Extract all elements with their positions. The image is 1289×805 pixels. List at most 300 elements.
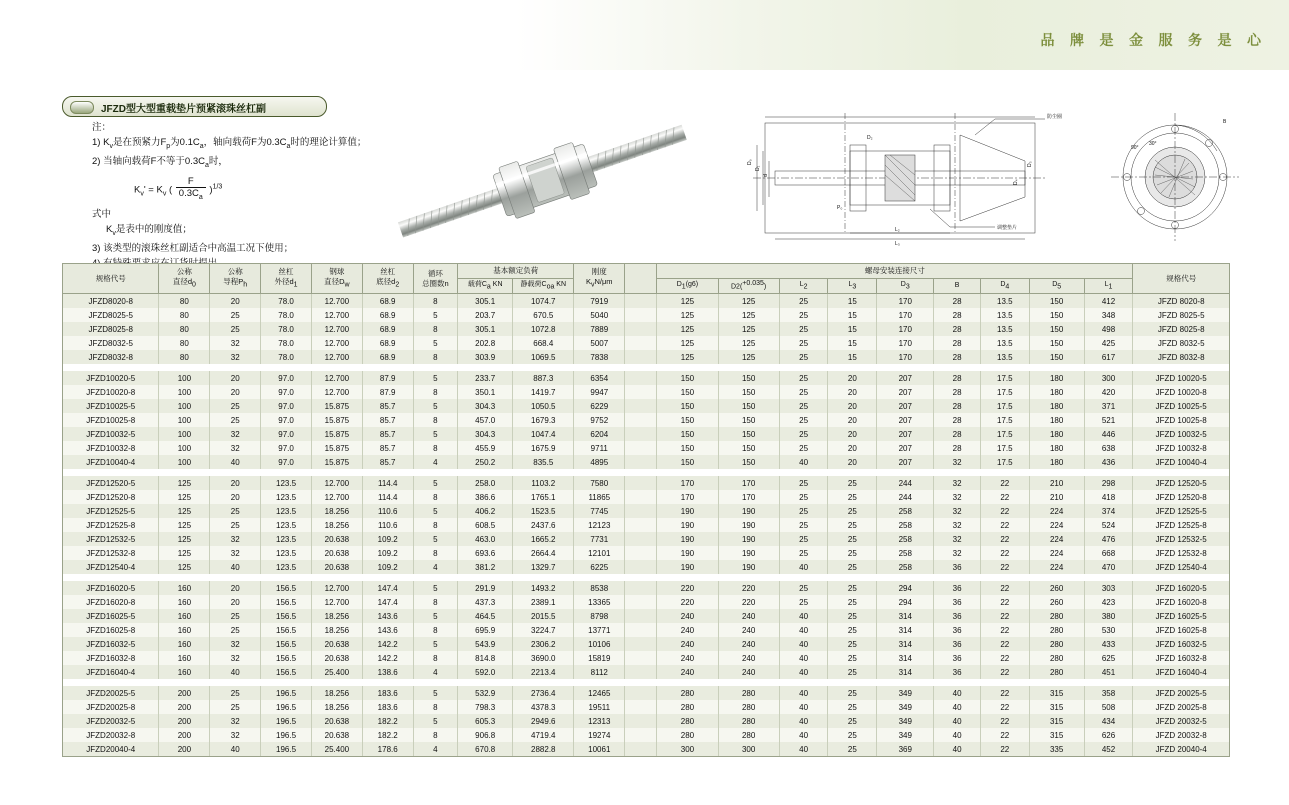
cell-D3: 170 [877,322,934,336]
cell-ball-dia: 12.700 [311,308,362,322]
cell-D3: 369 [877,742,934,757]
cell-D5: 315 [1029,714,1084,728]
table-row-gap [63,574,1230,581]
cell-screw-od: 97.0 [261,371,312,385]
table-row[interactable] [63,336,1230,350]
cell-spacer [625,336,657,350]
cell-D2: 150 [718,427,779,441]
label-b: B [1223,119,1227,125]
cell-D4: 22 [980,504,1029,518]
cell-spacer [625,623,657,637]
cell-nominal-dia: 200 [159,714,210,728]
cell-spec-code-right: JFZD 20040-4 [1133,742,1230,757]
cell-L2: 40 [779,665,828,679]
cell-D3: 207 [877,413,934,427]
cell-dyn-load: 543.9 [458,637,513,651]
th-spec-code: 规格代号 [63,264,159,294]
cell-D2: 280 [718,714,779,728]
table-row[interactable] [63,546,1230,560]
cell-circuits: 5 [413,427,458,441]
cell-D4: 17.5 [980,441,1029,455]
label-l2: L₂ [895,227,900,233]
cell-screw-od: 196.5 [261,728,312,742]
label-angle-30: 30° [1149,141,1157,147]
cell-lead: 32 [210,427,261,441]
cell-spec-code: JFZD16040-4 [63,665,159,679]
cell-L3: 20 [828,427,877,441]
cell-L3: 25 [828,595,877,609]
table-row[interactable] [63,441,1230,455]
cell-lead: 25 [210,322,261,336]
cell-L1: 451 [1084,665,1133,679]
cell-spec-code: JFZD10040-4 [63,455,159,469]
table-row[interactable] [63,595,1230,609]
cell-D4: 13.5 [980,294,1029,309]
cell-nominal-dia: 160 [159,623,210,637]
cell-B: 36 [934,595,981,609]
cell-L3: 20 [828,413,877,427]
cell-D3: 314 [877,651,934,665]
table-row[interactable] [63,686,1230,700]
cell-lead: 25 [210,686,261,700]
cell-circuits: 8 [413,413,458,427]
table-row[interactable] [63,476,1230,490]
note-line-4: $K_v$是表中的刚度值； [106,223,192,237]
cell-L2: 25 [779,308,828,322]
cell-spacer [625,728,657,742]
cell-circuits: 8 [413,595,458,609]
cell-ball-dia: 12.700 [311,322,362,336]
cell-stat-load: 1074.7 [513,294,574,309]
table-row[interactable] [63,294,1230,309]
table-row[interactable] [63,728,1230,742]
cell-ball-dia: 18.256 [311,504,362,518]
cell-spec-code-right: JFZD 12532-8 [1133,546,1230,560]
cell-spec-code-right: JFZD 16032-5 [1133,637,1230,651]
cell-spec-code: JFZD12520-5 [63,476,159,490]
cell-stat-load: 1047.4 [513,427,574,441]
cell-D4: 17.5 [980,427,1029,441]
cell-B: 32 [934,546,981,560]
cell-D1: 240 [657,623,718,637]
cell-D4: 22 [980,728,1029,742]
cell-spacer [625,490,657,504]
table-row[interactable] [63,637,1230,651]
cell-stat-load: 1329.7 [513,560,574,574]
cell-L2: 40 [779,651,828,665]
cell-spacer [625,385,657,399]
cell-spec-code-right: JFZD 10025-8 [1133,413,1230,427]
cell-stiffness: 12465 [574,686,625,700]
cell-spec-code: JFZD8020-8 [63,294,159,309]
cell-D3: 349 [877,700,934,714]
cell-D4: 17.5 [980,399,1029,413]
cell-dyn-load: 203.7 [458,308,513,322]
pill-ornament-icon [70,101,94,114]
th-dyn-load: 载荷$C_a$ KN [458,279,513,294]
cell-L1: 452 [1084,742,1133,757]
cell-ball-dia: 20.638 [311,714,362,728]
cell-dyn-load: 305.1 [458,322,513,336]
cell-stat-load: 2437.6 [513,518,574,532]
cell-dyn-load: 258.0 [458,476,513,490]
cell-D1: 240 [657,651,718,665]
cell-lead: 32 [210,441,261,455]
table-row[interactable] [63,350,1230,364]
cell-spec-code: JFZD10025-5 [63,399,159,413]
cell-lead: 25 [210,399,261,413]
cell-stiffness: 8798 [574,609,625,623]
cell-L1: 425 [1084,336,1133,350]
th-nominal-dia: 公称 直径$d_0$ [159,264,210,294]
cell-ball-dia: 12.700 [311,476,362,490]
table-row[interactable] [63,609,1230,623]
cell-D3: 207 [877,427,934,441]
gap-cell [63,574,1230,581]
cell-L3: 25 [828,518,877,532]
cell-screw-root: 142.2 [362,637,413,651]
cell-L2: 25 [779,518,828,532]
cell-stat-load: 2736.4 [513,686,574,700]
cell-screw-od: 196.5 [261,686,312,700]
cell-L1: 374 [1084,504,1133,518]
cell-L1: 433 [1084,637,1133,651]
cell-D2: 125 [718,336,779,350]
cell-L3: 25 [828,504,877,518]
cell-D2: 190 [718,504,779,518]
cell-D4: 22 [980,714,1029,728]
cell-spec-code: JFZD16020-8 [63,595,159,609]
cell-D2: 190 [718,546,779,560]
cell-stat-load: 1069.5 [513,350,574,364]
table-row[interactable] [63,427,1230,441]
cell-dyn-load: 798.3 [458,700,513,714]
cell-nominal-dia: 160 [159,609,210,623]
cell-L3: 20 [828,371,877,385]
table-row[interactable] [63,308,1230,322]
cell-L3: 15 [828,308,877,322]
cell-D4: 22 [980,581,1029,595]
cell-L1: 498 [1084,322,1133,336]
label-l3: L₃ [895,241,900,247]
cell-B: 32 [934,490,981,504]
th-D5: $D_5$ [1029,279,1084,294]
cell-D1: 150 [657,441,718,455]
cell-L1: 626 [1084,728,1133,742]
cell-circuits: 8 [413,546,458,560]
table-row[interactable] [63,399,1230,413]
cell-L1: 617 [1084,350,1133,364]
cell-D2: 170 [718,490,779,504]
cell-dyn-load: 381.2 [458,560,513,574]
cell-screw-root: 114.4 [362,476,413,490]
cell-D5: 260 [1029,581,1084,595]
cell-lead: 40 [210,560,261,574]
cell-circuits: 8 [413,728,458,742]
table-row[interactable] [63,322,1230,336]
cell-D2: 170 [718,476,779,490]
cell-screw-root: 68.9 [362,336,413,350]
cell-spacer [625,546,657,560]
cell-screw-od: 156.5 [261,581,312,595]
cell-B: 32 [934,532,981,546]
cell-D5: 180 [1029,385,1084,399]
cell-spacer [625,350,657,364]
cell-ball-dia: 12.700 [311,581,362,595]
cell-screw-od: 97.0 [261,455,312,469]
cell-D2: 300 [718,742,779,757]
cell-spacer [625,637,657,651]
th-L3: $L_3$ [828,279,877,294]
label-p0: P₀ [837,205,843,211]
cell-stat-load: 3690.0 [513,651,574,665]
cell-screw-root: 68.9 [362,294,413,309]
cell-L3: 15 [828,336,877,350]
cell-spec-code: JFZD8032-5 [63,336,159,350]
cell-D2: 280 [718,728,779,742]
cell-nominal-dia: 125 [159,546,210,560]
note-line-5: 3) 该类型的滚珠丝杠副适合中高温工况下使用； [92,242,294,254]
cell-spec-code: JFZD20025-8 [63,700,159,714]
label-d1: D₁ [755,165,761,171]
th-spacer [625,264,657,294]
cell-D2: 150 [718,371,779,385]
table-row[interactable] [63,714,1230,728]
cell-nominal-dia: 80 [159,350,210,364]
table-row[interactable] [63,413,1230,427]
table-row[interactable] [63,532,1230,546]
cell-D5: 224 [1029,504,1084,518]
cell-D3: 314 [877,609,934,623]
cell-D3: 207 [877,399,934,413]
cell-screw-root: 183.6 [362,686,413,700]
cell-screw-root: 147.4 [362,581,413,595]
cell-lead: 20 [210,490,261,504]
th-D2: D2($^{+0.035}$) [718,279,779,294]
cell-D5: 150 [1029,350,1084,364]
cell-D4: 22 [980,490,1029,504]
cell-L2: 40 [779,609,828,623]
table-row[interactable] [63,742,1230,757]
cell-lead: 25 [210,623,261,637]
cell-spec-code-right: JFZD 10020-8 [1133,385,1230,399]
cell-D4: 22 [980,476,1029,490]
cell-nominal-dia: 125 [159,532,210,546]
cell-screw-od: 156.5 [261,637,312,651]
cell-D2: 240 [718,609,779,623]
th-ball-dia: 钢球 直径$D_w$ [311,264,362,294]
cell-L1: 446 [1084,427,1133,441]
cell-screw-od: 123.5 [261,532,312,546]
cell-D1: 190 [657,546,718,560]
cell-L2: 40 [779,700,828,714]
cell-D1: 220 [657,581,718,595]
cell-nominal-dia: 100 [159,385,210,399]
cell-B: 40 [934,728,981,742]
cell-spacer [625,371,657,385]
cell-D5: 180 [1029,399,1084,413]
cell-stiffness: 8112 [574,665,625,679]
table-row[interactable] [63,371,1230,385]
table-row[interactable] [63,651,1230,665]
cell-nominal-dia: 200 [159,686,210,700]
cell-spec-code-right: JFZD 8020-8 [1133,294,1230,309]
cell-dyn-load: 304.3 [458,427,513,441]
cell-lead: 25 [210,700,261,714]
cell-lead: 32 [210,651,261,665]
table-row[interactable] [63,560,1230,574]
label-dust-ring: 防尘圈 [1047,114,1063,120]
cell-screw-root: 110.6 [362,518,413,532]
cell-B: 36 [934,560,981,574]
cell-dyn-load: 406.2 [458,504,513,518]
cell-spacer [625,476,657,490]
cell-D2: 190 [718,560,779,574]
cell-D2: 240 [718,651,779,665]
cell-D5: 180 [1029,427,1084,441]
cell-screw-od: 196.5 [261,742,312,757]
section-title-pill [62,96,327,117]
cell-circuits: 5 [413,609,458,623]
cell-circuits: 5 [413,308,458,322]
cell-screw-root: 143.6 [362,623,413,637]
cell-L3: 25 [828,665,877,679]
cell-spec-code: JFZD16032-8 [63,651,159,665]
cell-screw-od: 97.0 [261,427,312,441]
cell-stiffness: 4895 [574,455,625,469]
cell-screw-root: 109.2 [362,546,413,560]
cell-L3: 20 [828,455,877,469]
cell-spacer [625,399,657,413]
cell-screw-od: 97.0 [261,441,312,455]
cell-D5: 335 [1029,742,1084,757]
table-row[interactable] [63,581,1230,595]
cell-stat-load: 1679.3 [513,413,574,427]
cell-D3: 258 [877,560,934,574]
cell-screw-root: 138.6 [362,665,413,679]
cell-L3: 15 [828,294,877,309]
cell-nominal-dia: 200 [159,728,210,742]
cell-dyn-load: 455.9 [458,441,513,455]
cell-D4: 22 [980,686,1029,700]
cell-screw-root: 142.2 [362,651,413,665]
cell-stat-load: 1675.9 [513,441,574,455]
cell-circuits: 5 [413,399,458,413]
cell-nominal-dia: 100 [159,441,210,455]
cell-screw-root: 85.7 [362,441,413,455]
cell-D5: 180 [1029,371,1084,385]
cell-nominal-dia: 160 [159,595,210,609]
cell-D5: 180 [1029,413,1084,427]
cell-dyn-load: 303.9 [458,350,513,364]
cell-spec-code-right: JFZD 20032-8 [1133,728,1230,742]
cell-L1: 371 [1084,399,1133,413]
cell-D3: 294 [877,595,934,609]
cell-D3: 207 [877,385,934,399]
cell-lead: 20 [210,294,261,309]
cell-D3: 207 [877,441,934,455]
cell-screw-root: 182.2 [362,714,413,728]
cell-screw-od: 78.0 [261,336,312,350]
cell-dyn-load: 695.9 [458,623,513,637]
cell-B: 36 [934,623,981,637]
table-row[interactable] [63,700,1230,714]
cell-screw-od: 156.5 [261,651,312,665]
cell-spec-code: JFZD8025-5 [63,308,159,322]
table-row[interactable] [63,623,1230,637]
cell-stiffness: 6204 [574,427,625,441]
cell-stiffness: 12123 [574,518,625,532]
spec-table-head [63,264,1230,294]
cell-lead: 32 [210,532,261,546]
cell-D2: 150 [718,455,779,469]
cell-stat-load: 2949.6 [513,714,574,728]
cell-spacer [625,595,657,609]
cell-B: 40 [934,742,981,757]
cell-D3: 349 [877,686,934,700]
cell-circuits: 4 [413,742,458,757]
table-row[interactable] [63,518,1230,532]
cell-circuits: 5 [413,504,458,518]
cell-D3: 314 [877,623,934,637]
cell-L3: 25 [828,546,877,560]
cell-D5: 150 [1029,294,1084,309]
cell-circuits: 5 [413,336,458,350]
cell-D3: 349 [877,728,934,742]
cell-L3: 25 [828,532,877,546]
table-row[interactable] [63,455,1230,469]
cell-spec-code-right: JFZD 20025-5 [1133,686,1230,700]
cell-nominal-dia: 100 [159,455,210,469]
label-d0: D₀ [747,159,753,165]
table-row[interactable] [63,385,1230,399]
cell-spec-code-right: JFZD 12540-4 [1133,560,1230,574]
cell-screw-od: 196.5 [261,700,312,714]
cell-D1: 240 [657,637,718,651]
cell-L1: 434 [1084,714,1133,728]
cell-spec-code: JFZD12525-8 [63,518,159,532]
cell-L2: 40 [779,637,828,651]
cell-stiffness: 7889 [574,322,625,336]
cell-B: 40 [934,686,981,700]
cell-circuits: 5 [413,581,458,595]
table-row[interactable] [63,490,1230,504]
cell-D1: 280 [657,700,718,714]
cell-L1: 476 [1084,532,1133,546]
cell-spec-code-right: JFZD 10032-8 [1133,441,1230,455]
cell-L2: 40 [779,742,828,757]
cell-D3: 170 [877,294,934,309]
cell-lead: 32 [210,714,261,728]
cell-L3: 25 [828,714,877,728]
th-D3: $D_3$ [877,279,934,294]
cell-stiffness: 7580 [574,476,625,490]
cell-L2: 25 [779,399,828,413]
cell-D1: 190 [657,560,718,574]
table-row[interactable] [63,665,1230,679]
cell-D1: 190 [657,532,718,546]
cell-L1: 508 [1084,700,1133,714]
cell-circuits: 4 [413,665,458,679]
cell-spec-code: JFZD12520-8 [63,490,159,504]
cell-D2: 190 [718,532,779,546]
cell-stat-load: 2213.4 [513,665,574,679]
cell-L2: 40 [779,560,828,574]
table-row[interactable] [63,504,1230,518]
cell-lead: 32 [210,336,261,350]
cell-D4: 22 [980,665,1029,679]
cell-D2: 150 [718,441,779,455]
